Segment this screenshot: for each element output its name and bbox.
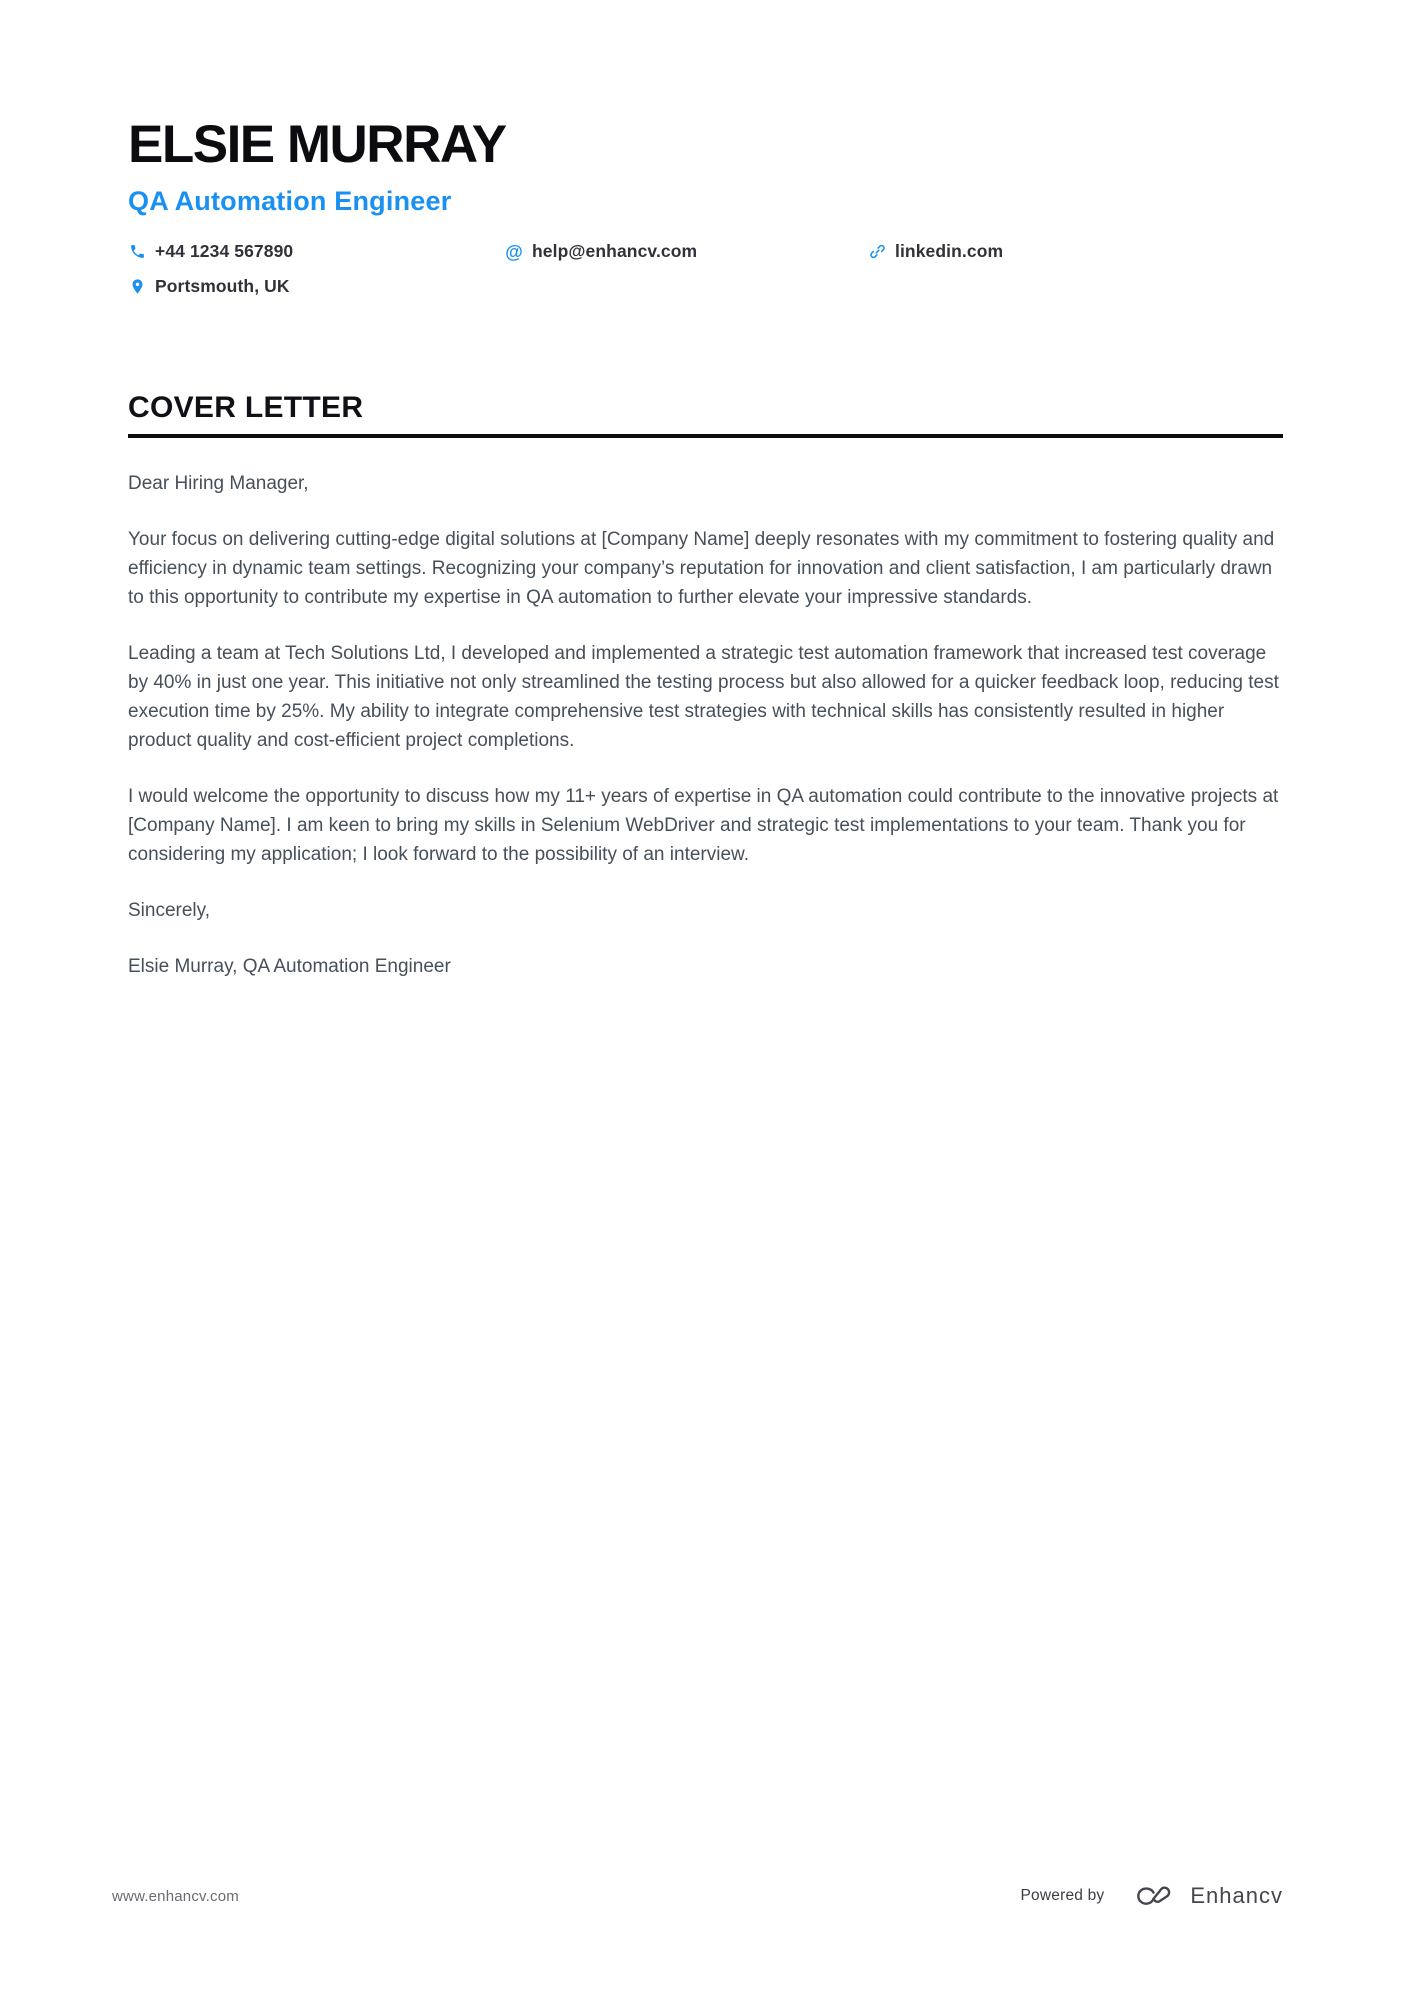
page-content (128, 0, 1283, 1008)
contact-info (128, 241, 1283, 297)
contact-row-2 (128, 276, 1283, 297)
email-address: help@enhancv.com (532, 241, 698, 261)
phone-icon (128, 243, 146, 261)
contact-linkedin[interactable] (868, 241, 1003, 262)
enhancv-brand-link[interactable] (1130, 1883, 1283, 1909)
enhancv-logo-icon (1130, 1884, 1177, 1908)
contact-phone[interactable] (128, 241, 505, 262)
cover-letter-section (128, 391, 1283, 981)
letter-signature: Elsie Murray, QA Automation Engineer (128, 956, 451, 977)
letter-greeting: Dear Hiring Manager, (128, 473, 309, 494)
letter-body (128, 469, 1283, 981)
section-heading: COVER LETTER (128, 391, 1283, 438)
at-icon: @ (505, 241, 523, 262)
website-link[interactable]: www.enhancv.com (112, 1887, 239, 1905)
letter-closing: Sincerely, (128, 900, 211, 921)
location-icon (128, 278, 146, 296)
page-footer (112, 1883, 1283, 1909)
letter-paragraph: Your focus on delivering cutting-edge digital solutions at [Company Name] deeply resonates with my commitment to fostering quality and efficiency in dynamic team settings. Recognizing your company’s reputation for innovation and client satisfaction, I am particularly drawn to this opportunity to contribute my expertise in QA automation to further elevate your impressive standards. (128, 529, 1275, 608)
location-text: Portsmouth, UK (155, 276, 290, 296)
powered-by (1021, 1883, 1283, 1909)
job-title: QA Automation Engineer (128, 186, 452, 216)
enhancv-wordmark: Enhancv (1190, 1883, 1283, 1908)
person-name: ELSIE MURRAY (128, 115, 506, 174)
header (128, 115, 1283, 297)
contact-location[interactable] (128, 276, 505, 297)
contact-email[interactable] (505, 241, 868, 262)
contact-row-1 (128, 241, 1283, 262)
powered-by-label: Powered by (1020, 1887, 1105, 1904)
phone-number: +44 1234 567890 (155, 241, 294, 261)
letter-paragraph: Leading a team at Tech Solutions Ltd, I developed and implemented a strategic test automation framework that increased test coverage by 40% in just one year. This initiative not only streamlined the testing process but also allowed for a quicker feedback loop, reducing test execution time by 25%. My ability to integrate comprehensive test strategies with technical skills has consistently resulted in higher product quality and cost-efficient project completions. (128, 643, 1279, 751)
letter-paragraph: I would welcome the opportunity to discuss how my 11+ years of expertise in QA automation could contribute to the innovative projects at [Company Name]. I am keen to bring my skills in Selenium WebDriver and strategic test implementations to your team. Thank you for considering my application; I look forward to the possibility of an interview. (128, 786, 1279, 865)
linkedin-url: linkedin.com (895, 241, 1004, 261)
link-icon (868, 243, 886, 261)
